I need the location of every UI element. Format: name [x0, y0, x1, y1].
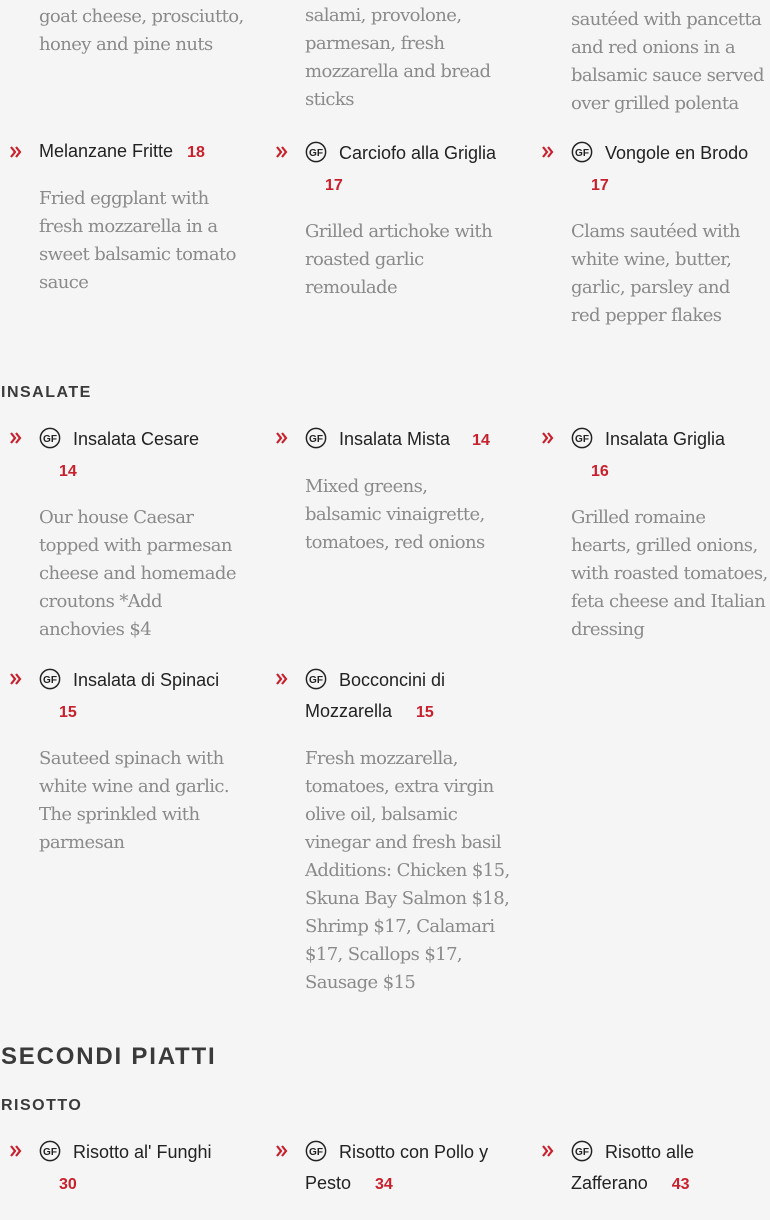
menu-item-title: [305, 424, 525, 456]
item-description: Fresh mozzarella, tomatoes, extra virgin olive oil, balsamic vinegar and fresh basil Additions: Chicken $15, Skuna Bay Salmon $18, Shrimp $17, Calamari $17, Scallops $17, Sausage $15: [305, 748, 510, 993]
item-price: 15: [59, 704, 77, 721]
item-name: Insalata di Spinaci: [73, 670, 220, 690]
item-description: Our house Caesar topped with parmesan cheese and homemade croutons *Add anchovies $4: [39, 507, 236, 640]
section-heading-secondi-piatti: SECONDI PIATTI: [1, 1043, 217, 1070]
item-price: 16: [591, 463, 609, 480]
item-description: Grilled artichoke with roasted garlic remoulade: [305, 221, 493, 298]
double-chevron-right-icon: [9, 145, 23, 159]
item-description: Mixed greens, balsamic vinaigrette, tomatoes, red onions: [305, 476, 485, 553]
menu-item-title: [39, 424, 259, 487]
item-price: 30: [59, 1176, 77, 1193]
item-name-line1: Risotto alle: [605, 1142, 695, 1162]
double-chevron-right-icon: [275, 1144, 289, 1158]
gluten-free-badge-icon: [39, 1140, 61, 1162]
item-price: 17: [325, 177, 343, 194]
menu-item-title: [305, 665, 525, 728]
double-chevron-right-icon: [275, 431, 289, 445]
menu-item-title: [571, 424, 770, 487]
double-chevron-right-icon: [9, 431, 23, 445]
menu-item-title: [571, 138, 770, 201]
gluten-free-badge-icon: [305, 427, 327, 449]
item-name-line1: Bocconcini di: [339, 670, 446, 690]
item-description: salami, provolone, parmesan, fresh mozzarella and bread sticks: [305, 5, 491, 110]
item-name: Insalata Mista: [339, 429, 451, 449]
item-price: 18: [187, 144, 205, 161]
double-chevron-right-icon: [541, 145, 555, 159]
item-name: Vongole en Brodo: [605, 143, 749, 163]
gluten-free-badge-icon: [39, 427, 61, 449]
menu-item-title: [305, 138, 525, 201]
double-chevron-right-icon: [275, 672, 289, 686]
gluten-free-badge-icon: [571, 427, 593, 449]
item-name-line2: Zafferano: [571, 1173, 648, 1193]
item-price: 15: [416, 704, 434, 721]
item-description: Grilled romaine hearts, grilled onions, with roasted tomatoes, feta cheese and Italian dressing: [571, 507, 768, 640]
item-name-line1: Risotto con Pollo y: [339, 1142, 489, 1162]
item-name: Insalata Griglia: [605, 429, 726, 449]
item-price: 34: [375, 1176, 393, 1193]
menu-item-title: [305, 1137, 530, 1200]
gluten-free-badge-icon: [305, 1140, 327, 1162]
gluten-free-badge-icon: [571, 141, 593, 163]
gluten-free-badge-icon: [39, 668, 61, 690]
item-name-line2: Mozzarella: [305, 701, 393, 721]
menu-item-title: [39, 1137, 259, 1200]
gluten-free-badge-icon: [571, 1140, 593, 1162]
double-chevron-right-icon: [541, 431, 555, 445]
gluten-free-badge-icon: [305, 141, 327, 163]
double-chevron-right-icon: [275, 145, 289, 159]
item-price: 14: [472, 432, 490, 449]
double-chevron-right-icon: [9, 1144, 23, 1158]
item-description: Fried eggplant with fresh mozzarella in a sweet balsamic tomato sauce: [39, 188, 236, 293]
menu-item-title: [39, 136, 259, 168]
item-name: Melanzane Fritte: [39, 141, 174, 161]
item-description: goat cheese, prosciutto, honey and pine nuts: [39, 6, 244, 55]
item-price: 43: [671, 1176, 690, 1193]
item-price: 17: [591, 177, 609, 194]
gluten-free-badge-icon: [305, 668, 327, 690]
section-subheading-risotto: RISOTTO: [1, 1097, 83, 1114]
item-name-line2: Pesto: [305, 1173, 352, 1193]
menu-item-title: [571, 1137, 770, 1200]
item-description: sautéed with pancetta and red onions in a balsamic sauce served over grilled polenta: [571, 9, 764, 114]
menu-item-title: [39, 665, 264, 728]
item-price: 14: [59, 463, 77, 480]
double-chevron-right-icon: [9, 672, 23, 686]
item-name: Insalata Cesare: [73, 429, 200, 449]
item-description: Clams sautéed with white wine, butter, garlic, parsley and red pepper flakes: [571, 221, 740, 326]
item-description: Sauteed spinach with white wine and garlic. The sprinkled with parmesan: [39, 748, 230, 853]
double-chevron-right-icon: [541, 1144, 555, 1158]
item-name: Risotto al' Funghi: [73, 1142, 212, 1162]
item-name: Carciofo alla Griglia: [339, 143, 497, 163]
section-heading-insalate: INSALATE: [1, 384, 92, 401]
